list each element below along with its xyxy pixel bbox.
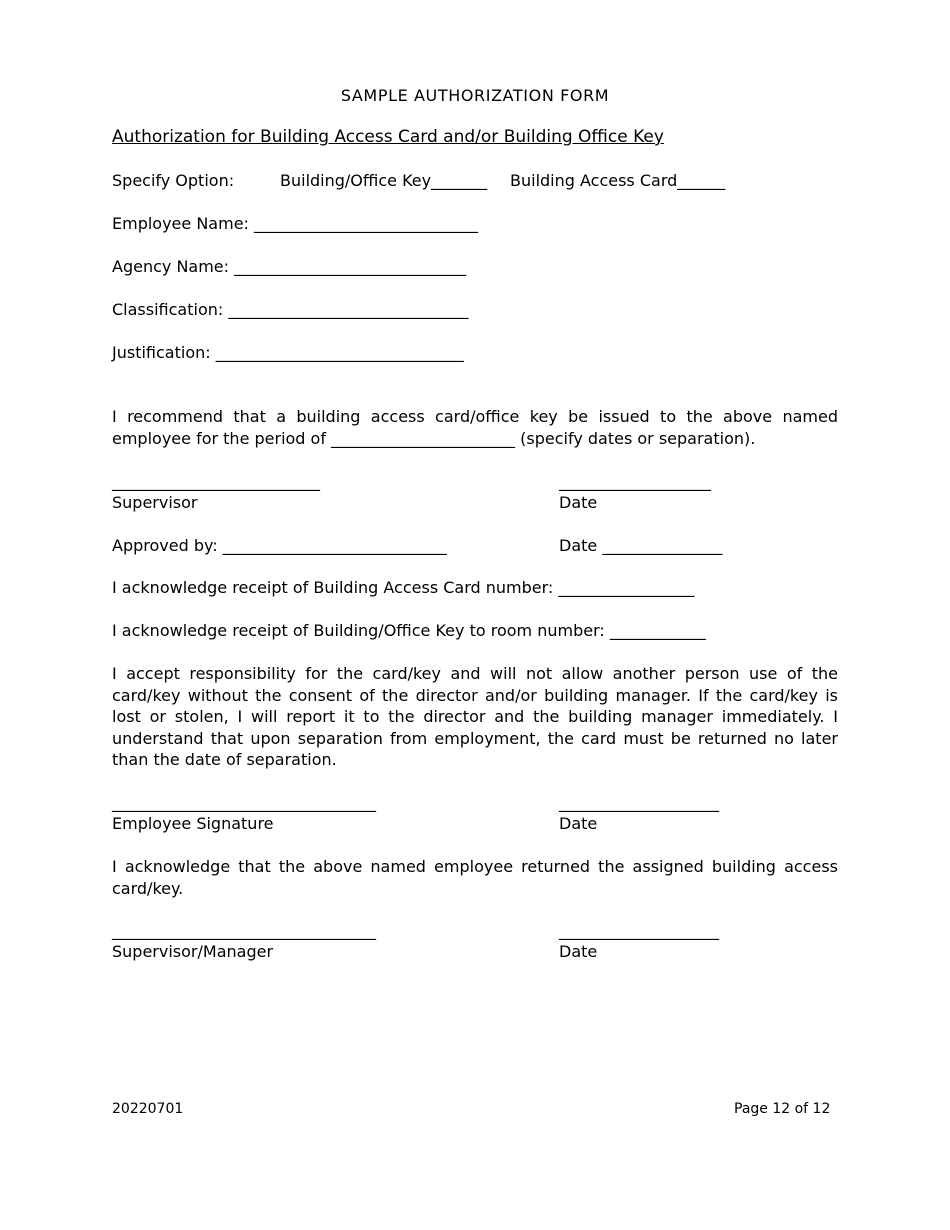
employee-signature-line[interactable]: _________________________________: [112, 793, 376, 812]
employee-signature-label: Employee Signature: [112, 814, 274, 833]
justification-field[interactable]: Justification: _______________________________: [112, 343, 464, 362]
supervisor-signature-line[interactable]: __________________________: [112, 472, 320, 491]
ack-key-room-field[interactable]: I acknowledge receipt of Building/Office Key to room number: ____________: [112, 621, 706, 640]
employee-date-label: Date: [559, 814, 598, 833]
manager-date-line[interactable]: ____________________: [559, 921, 719, 940]
recommendation-paragraph: I recommend that a building access card/office key be issued to the above named employee for the period of _______________________ (specify dates or separation).: [112, 407, 838, 448]
specify-option-label: Specify Option:: [112, 171, 235, 190]
manager-date-label: Date: [559, 942, 598, 961]
ack-card-number-field[interactable]: I acknowledge receipt of Building Access Card number: _________________: [112, 578, 695, 597]
supervisor-date-line[interactable]: ___________________: [559, 472, 711, 491]
responsibility-paragraph: I accept responsibility for the card/key and will not allow another person use of the card/key without the consent of the director and/or building manager. If the card/key is lost or stolen, I will report it to the director and the building manager immediately. I understand that upon separation from employment, the card must be returned no later than the date of separation.: [112, 664, 838, 769]
manager-signature-line[interactable]: _________________________________: [112, 921, 376, 940]
employee-name-field[interactable]: Employee Name: ____________________________: [112, 214, 479, 233]
agency-name-field[interactable]: Agency Name: _____________________________: [112, 257, 467, 276]
manager-signature-label: Supervisor/Manager: [112, 942, 274, 961]
option-office-key[interactable]: Building/Office Key_______: [280, 171, 488, 190]
return-ack-paragraph: I acknowledge that the above named employee returned the assigned building access card/key.: [112, 857, 838, 898]
approved-by-field[interactable]: Approved by: ____________________________: [112, 536, 447, 555]
form-heading: Authorization for Building Access Card and/or Building Office Key: [112, 127, 664, 147]
supervisor-label: Supervisor: [112, 493, 198, 512]
approved-date-field[interactable]: Date _______________: [559, 536, 723, 555]
option-access-card[interactable]: Building Access Card______: [510, 171, 726, 190]
employee-date-line[interactable]: ____________________: [559, 793, 719, 812]
footer-doc-code: 20220701: [112, 1101, 184, 1117]
supervisor-date-label: Date: [559, 493, 598, 512]
classification-field[interactable]: Classification: ______________________________: [112, 300, 469, 319]
footer-page-number: Page 12 of 12: [734, 1101, 831, 1117]
form-title: SAMPLE AUTHORIZATION FORM: [340, 86, 610, 105]
